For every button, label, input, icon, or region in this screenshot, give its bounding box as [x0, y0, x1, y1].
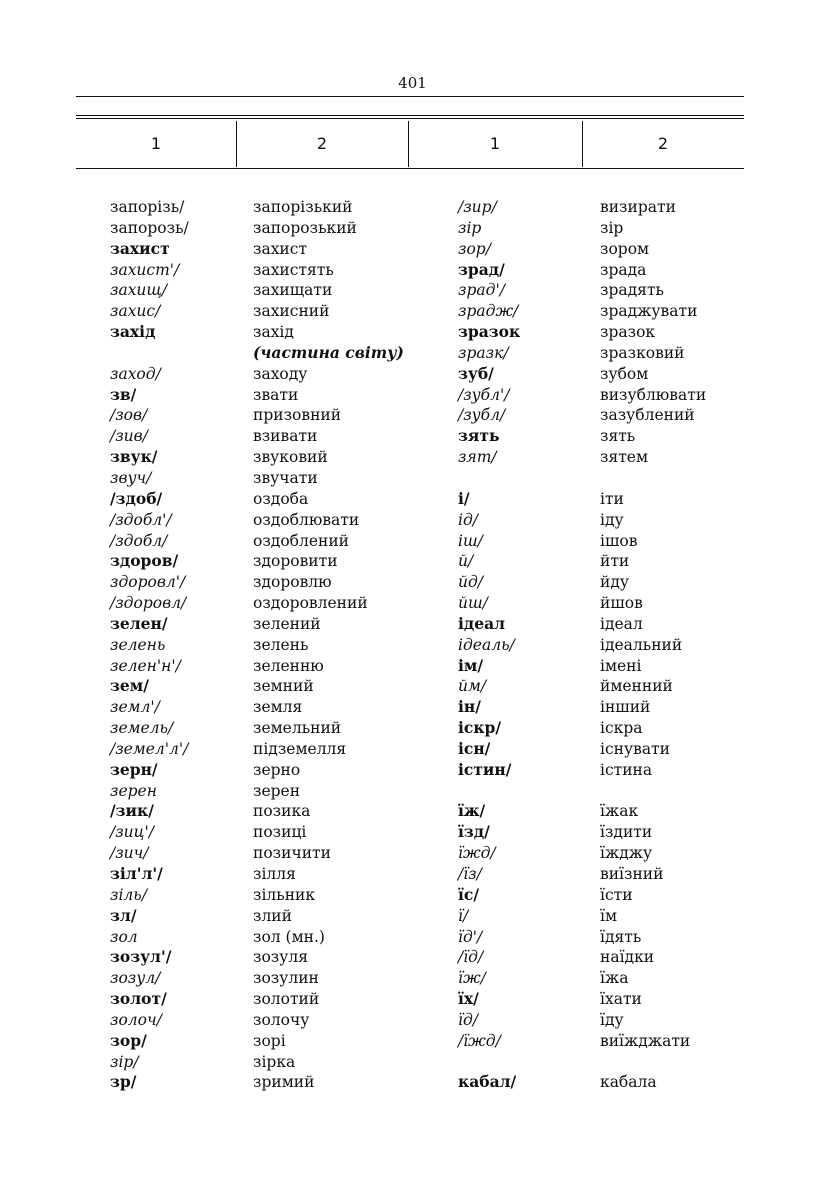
root-entry	[110, 343, 189, 364]
word-entry: золотий	[253, 990, 320, 1009]
word-entry: їду	[600, 1010, 624, 1029]
word-entry: здоровлю	[253, 573, 332, 592]
word-entry: зять	[600, 427, 636, 446]
root-entry: зерн/	[110, 759, 158, 779]
header-col-1: 1	[150, 134, 162, 153]
root-entry: /зов/	[110, 406, 148, 425]
word-entry: зятем	[600, 448, 649, 467]
word-entry: оздоблювати	[253, 510, 360, 529]
word-entry: оздоба	[253, 489, 309, 508]
root-entry: /земел'л'/	[110, 739, 189, 758]
word-entry: оздоровлений	[253, 594, 368, 613]
word-entry: іскра	[600, 719, 643, 738]
word-entry: виїзний	[600, 865, 664, 883]
word-entry: існувати	[600, 739, 670, 758]
table-header	[76, 121, 744, 167]
root-entry: ін/	[458, 697, 481, 717]
word-entry: захист	[253, 239, 308, 258]
root-entry: /зир/	[458, 198, 497, 216]
root-entry: /здоб/	[110, 488, 163, 508]
word-entry: їм	[600, 906, 618, 925]
right-root-column	[458, 197, 520, 1093]
word-entry: позиці	[253, 823, 307, 842]
root-entry: йш/	[458, 594, 488, 613]
word-entry: йду	[600, 573, 629, 592]
root-entry	[458, 781, 520, 802]
root-entry	[458, 1052, 520, 1073]
word-entry: ідеальний	[600, 635, 683, 654]
root-entry: їс/	[458, 884, 479, 904]
root-entry: зол	[110, 927, 138, 946]
word-entry: кабала	[600, 1073, 657, 1092]
root-entry: захід	[110, 322, 156, 342]
header-bottom-rule	[76, 168, 744, 169]
word-entry: зором	[600, 239, 650, 258]
word-entry: зірка	[253, 1052, 296, 1071]
word-entry: йменний	[600, 677, 673, 696]
root-entry: їж/	[458, 801, 486, 821]
root-entry: їзд/	[458, 822, 490, 842]
word-entry: зримий	[253, 1073, 315, 1092]
root-entry: зрад/	[458, 259, 505, 279]
word-entry: зільник	[253, 885, 316, 904]
root-entry: зіл'л'/	[110, 864, 163, 883]
word-entry	[600, 468, 706, 489]
word-entry: зелений	[253, 614, 321, 633]
word-entry: зубом	[600, 364, 649, 383]
root-entry: зрад'/	[458, 281, 505, 300]
word-entry: запорізький	[253, 198, 353, 216]
root-entry: зразок	[458, 322, 521, 342]
root-entry: існ/	[458, 738, 491, 758]
word-entry: зерен	[253, 781, 301, 800]
root-entry: /зич/	[110, 844, 149, 863]
word-entry: звучати	[253, 468, 318, 487]
root-entry: зелен/	[110, 613, 168, 633]
root-entry: зозул'/	[110, 947, 172, 967]
word-entry: зразок	[600, 323, 656, 342]
root-entry: кабал/	[458, 1072, 517, 1092]
root-entry: /їз/	[458, 865, 482, 883]
word-entry: їжджу	[600, 844, 653, 863]
word-entry: земний	[253, 677, 314, 696]
word-entry: зозулин	[253, 969, 319, 988]
word-entry: (частина світу)	[253, 342, 404, 362]
page-number: 401	[398, 74, 427, 92]
word-entry: їжа	[600, 969, 629, 988]
word-entry: злий	[253, 906, 292, 925]
root-entry: здоровл'/	[110, 573, 186, 592]
word-entry: призовний	[253, 406, 342, 425]
word-entry: йти	[600, 552, 630, 571]
word-entry: інший	[600, 698, 651, 717]
root-entry: ідеал	[458, 613, 506, 633]
word-entry: зрадять	[600, 281, 664, 300]
root-entry: захищ/	[110, 281, 168, 300]
word-entry: їдять	[600, 927, 642, 946]
word-entry: зерно	[253, 760, 301, 779]
root-entry: зем/	[110, 676, 149, 696]
word-entry: імені	[600, 656, 642, 675]
word-entry: зраджувати	[600, 302, 698, 321]
word-entry: ішов	[600, 531, 638, 550]
header-top-rule	[76, 115, 744, 116]
word-entry: зелень	[253, 635, 309, 654]
word-entry: їздити	[600, 823, 653, 842]
word-entry: визублювати	[600, 385, 707, 404]
header-col-2: 2	[316, 134, 328, 153]
word-entry: здоровити	[253, 552, 338, 571]
root-entry	[458, 468, 520, 489]
root-entry: зелень	[110, 635, 166, 654]
word-entry	[600, 781, 706, 802]
header-top-rule-2	[76, 118, 744, 119]
root-entry: зіль/	[110, 885, 147, 904]
root-entry: ї/	[458, 906, 469, 925]
root-entry: захис/	[110, 302, 161, 321]
root-entry: зерен	[110, 781, 157, 800]
word-entry: зорі	[253, 1031, 286, 1050]
root-entry: їж/	[458, 969, 486, 988]
root-entry: звук/	[110, 447, 158, 467]
root-entry: /їжд/	[458, 1031, 501, 1050]
root-entry: запорізь/	[110, 198, 185, 216]
root-entry: їд'/	[458, 927, 483, 946]
word-entry: взивати	[253, 427, 318, 446]
word-entry: істина	[600, 760, 653, 779]
root-entry: золот/	[110, 989, 167, 1009]
root-entry: зять	[458, 426, 500, 446]
root-entry: /здобл'/	[110, 510, 172, 529]
root-entry: земл'/	[110, 698, 160, 717]
word-entry: зазублений	[600, 406, 695, 425]
root-entry: /зик/	[110, 801, 154, 821]
word-entry: запорозький	[253, 218, 357, 237]
root-entry: запорозь/	[110, 218, 189, 237]
word-entry: визирати	[600, 198, 676, 216]
root-entry: зелен'н'/	[110, 656, 181, 675]
word-entry: захистять	[253, 260, 334, 279]
root-entry: здоров/	[110, 551, 179, 571]
word-entry: оздоблений	[253, 531, 350, 550]
word-entry: заходу	[253, 364, 308, 383]
root-entry: /зиц'/	[110, 823, 154, 842]
header-col-3: 1	[489, 134, 501, 153]
word-entry: зеленню	[253, 656, 324, 675]
root-entry: зуб/	[458, 363, 494, 383]
root-entry: зр/	[110, 1072, 137, 1092]
root-entry: зрадж/	[458, 302, 519, 321]
root-entry: їжд/	[458, 844, 496, 863]
word-entry: виїжджати	[600, 1031, 691, 1050]
root-entry: зл/	[110, 905, 137, 925]
word-entry: золочу	[253, 1010, 310, 1029]
root-entry: /зубл/	[458, 406, 506, 425]
word-entry: іти	[600, 489, 624, 508]
root-entry: істин/	[458, 759, 512, 779]
root-entry: /здобл/	[110, 531, 168, 550]
top-rule	[76, 96, 744, 97]
word-entry: їхати	[600, 990, 642, 1009]
root-entry: йм/	[458, 677, 487, 696]
root-entry: зор/	[458, 239, 491, 258]
root-entry: /зубл'/	[458, 385, 510, 404]
root-entry: іскр/	[458, 718, 502, 738]
word-entry: звуковий	[253, 448, 328, 467]
word-entry: захисний	[253, 302, 330, 321]
word-entry: їсти	[600, 885, 633, 904]
word-entry: захищати	[253, 281, 333, 300]
header-col-4: 2	[657, 134, 669, 153]
word-entry: підземелля	[253, 739, 347, 758]
word-entry: наїдки	[600, 948, 655, 967]
root-entry: звуч/	[110, 468, 152, 487]
word-entry: ідеал	[600, 614, 643, 633]
root-entry: зозул/	[110, 969, 161, 988]
root-entry: йд/	[458, 573, 484, 592]
root-entry: й/	[458, 552, 474, 571]
root-entry: зразк/	[458, 343, 509, 362]
word-entry: позика	[253, 802, 311, 821]
root-entry: захист'/	[110, 260, 180, 279]
root-entry: ідеаль/	[458, 635, 515, 654]
word-entry: зір	[600, 218, 624, 237]
word-entry: звати	[253, 385, 299, 404]
left-word-column	[253, 197, 404, 1093]
root-entry: їд/	[458, 1010, 479, 1029]
word-entry: зразковий	[600, 343, 685, 362]
root-entry: зор/	[110, 1030, 147, 1050]
root-entry: захист	[110, 238, 170, 258]
root-entry: ім/	[458, 655, 484, 675]
root-entry: їх/	[458, 989, 479, 1009]
root-entry: зят/	[458, 448, 497, 467]
word-entry: земля	[253, 698, 303, 717]
word-entry: зрада	[600, 260, 647, 279]
root-entry: зір	[458, 218, 482, 237]
right-word-column	[600, 197, 706, 1093]
root-entry: зв/	[110, 384, 137, 404]
word-entry	[600, 1052, 706, 1073]
word-entry: позичити	[253, 844, 331, 863]
root-entry: ід/	[458, 510, 479, 529]
word-entry: захід	[253, 323, 294, 342]
root-entry: золоч/	[110, 1010, 162, 1029]
root-entry: і/	[458, 488, 470, 508]
root-entry: іш/	[458, 531, 483, 550]
word-entry: іду	[600, 510, 624, 529]
word-entry: їжак	[600, 802, 639, 821]
root-entry: зір/	[110, 1052, 139, 1071]
word-entry: зозуля	[253, 948, 308, 967]
word-entry: йшов	[600, 594, 643, 613]
root-entry: /здоровл/	[110, 594, 187, 613]
root-entry: /зив/	[110, 427, 148, 446]
left-root-column	[110, 197, 189, 1093]
word-entry: зілля	[253, 865, 296, 883]
root-entry: земель/	[110, 719, 174, 738]
root-entry: /їд/	[458, 948, 484, 967]
root-entry: заход/	[110, 364, 161, 383]
word-entry: земельний	[253, 719, 342, 738]
word-entry: зол (мн.)	[253, 927, 325, 946]
